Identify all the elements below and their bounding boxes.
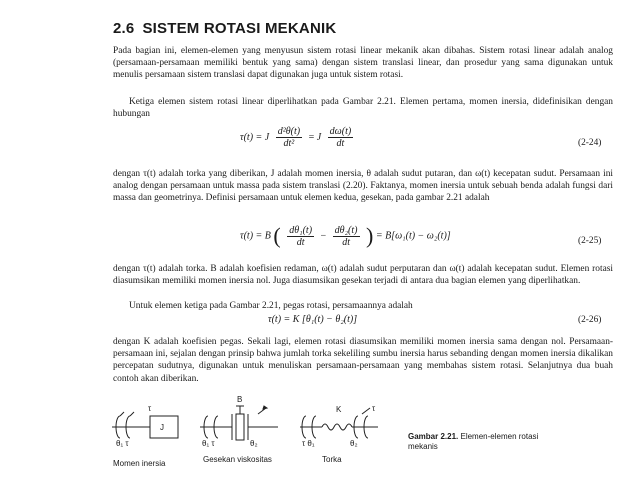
equation-2-25: τ(t) = B ( $\frac{\text{dθ₁(t)}}{dt}$ − $\frac{\text{dθ₂(t)}}{dt}$ ) = B[ω₁(t) − ω₂(t)]: [240, 223, 451, 248]
figure-caption-text: Elemen-elemen rotasi mekanis: [408, 432, 539, 451]
figure-caption-number: Gambar 2.21.: [408, 432, 459, 441]
label-theta1-friction: θ₁ τ: [202, 439, 215, 448]
equation-2-26: τ(t) = K [θ₁(t) − θ₂(t)]: [268, 314, 358, 325]
equation-number-2-25: (2-25): [578, 236, 602, 246]
label-tau-spring: τ: [372, 404, 376, 413]
label-theta2-friction: θ₂: [250, 439, 258, 448]
paragraph-after-eq3: dengan K adalah koefisien pegas. Sekali lagi, elemen rotasi diasumsikan memiliki momen inersia sama dengan nol. Persamaan-persamaan ini, sejalan dengan prinsip bahwa jumlah torka sekeliling sumbu inersia harus sebanding dengan momen inersia dikalikan percepatan sudutnya, digunakan untuk menuliskan persamaan-persamaan yang membahas sistem rotasi. Selanjutnya dua buah contoh akan diberikan.: [113, 337, 613, 384]
paragraph-intro: Pada bagian ini, elemen-elemen yang menyusun sistem rotasi linear mekanik akan dibahas. Sistem rotasi linear adalah analog (persamaan-persamaan memiliki bentuk yang sama) dengan sistem translasi linear, dan prosedur yang sama digunakan untuk menulis persamaan sistem translasi dapat digunakan juga untuk sistem rotasi.: [113, 46, 613, 81]
inertia-diagram: [112, 412, 178, 438]
label-theta2-spring: θ₂: [350, 439, 358, 448]
section-title: SISTEM ROTASI MEKANIK: [142, 20, 337, 37]
label-tau-theta1-spring: τ θ₁: [302, 439, 315, 448]
label-theta1-tau: θ₁ τ: [116, 439, 129, 448]
caption-inertia: Momen inersia: [113, 459, 166, 468]
caption-spring: Torka: [322, 455, 342, 464]
section-number: 2.6: [113, 20, 135, 37]
label-B: B: [237, 395, 243, 404]
label-tau-inertia: τ: [148, 404, 152, 413]
label-K: K: [336, 405, 342, 414]
label-J: J: [160, 423, 164, 432]
figure-caption: [408, 432, 568, 452]
caption-friction: Gesekan viskositas: [203, 455, 272, 464]
equation-2-24: τ(t) = J $\frac{\text{d²θ(t)}}{\text{dt²}}$ = J $\frac{d\omega(t)}{dt}$: [240, 126, 352, 149]
friction-diagram: [200, 406, 278, 440]
paragraph-after-eq2: dengan τ(t) adalah torka. B adalah koefisien redaman, ω(t) adalah sudut perputaran dan ω(t) adalah kecepatan sudut. Elemen rotasi diasumsikan memiliki momen inersia nol. Juga diasumsikan gesekan terjadi di antara dua bagian elemen yang diperlihatkan.: [113, 264, 613, 287]
paragraph-after-eq1: dengan τ(t) adalah torka yang diberikan, J adalah momen inersia, θ adalah sudut putaran, dan ω(t) kecepatan sudut. Persamaan ini analog dengan persamaan untuk massa pada sistem translasi (2.20). Faktanya, momen inersia untuk sebuah benda adalah fungsi dari massa dan geometrinya. Definisi persamaan untuk elemen kedua, gesekan, pada gambar 2.21 adalah: [113, 169, 613, 204]
equation-number-2-26: (2-26): [578, 315, 602, 325]
equation-number-2-24: (2-24): [578, 138, 602, 148]
paragraph-inertia: Ketiga elemen sistem rotasi linear diperlihatkan pada Gambar 2.21. Elemen pertama, momen inersia, didefinisikan dengan hubungan: [113, 97, 613, 120]
paragraph-spring-intro: Untuk elemen ketiga pada Gambar 2.21, pegas rotasi, persamaannya adalah: [129, 301, 413, 311]
